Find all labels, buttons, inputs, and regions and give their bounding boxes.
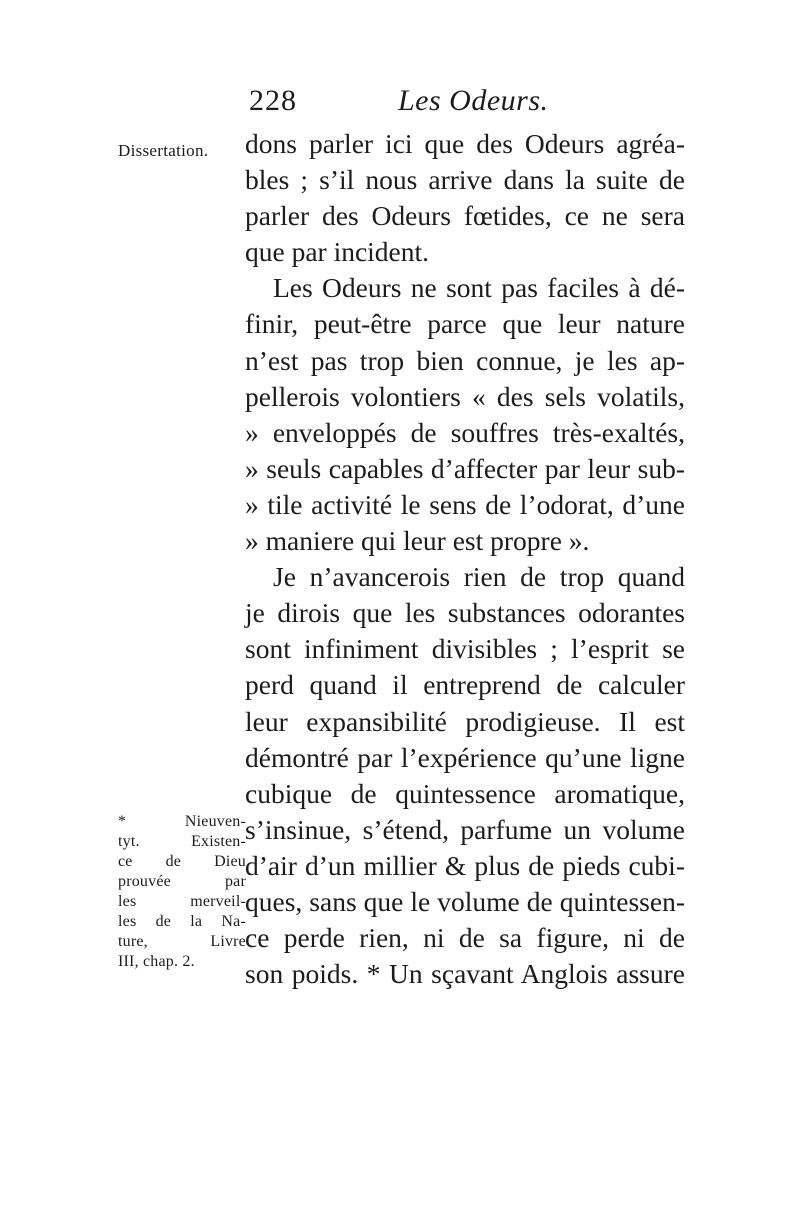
text-line: » seuls capables d’affecter par leur sub-: [245, 452, 685, 484]
text-line: sont infiniment divisibles ; l’esprit se: [245, 633, 685, 665]
text-line: n’est pas trop bien connue, je les ap-: [245, 344, 685, 376]
text-line: parler des Odeurs fœtides, ce ne sera: [245, 200, 685, 232]
text-line: bles ; s’il nous arrive dans la suite de: [245, 164, 685, 196]
text-line: ce perde rien, ni de sa figure, ni de: [245, 922, 685, 954]
side-note-line: les de la Na-: [118, 913, 246, 930]
side-note-line: ture, Livre: [118, 933, 246, 950]
margin-note-dissertation: Dissertation.: [118, 141, 209, 160]
text-line: je dirois que les substances odorantes: [245, 597, 685, 629]
page-header: [0, 84, 800, 128]
text-line: pellerois volontiers « des sels volatils,: [245, 380, 685, 412]
text-line: perd quand il entreprend de calculer: [245, 669, 685, 701]
text-line: d’air d’un millier & plus de pieds cubi-: [245, 849, 685, 881]
text-line: » tile activité le sens de l’odorat, d’une: [245, 488, 685, 520]
side-note-line: les merveil-: [118, 893, 246, 910]
text-line: Je n’avancerois rien de trop quand: [273, 561, 685, 593]
text-line: » enveloppés de souffres très-exaltés,: [245, 416, 685, 448]
side-note-line: * Nieuven-: [118, 813, 246, 830]
text-line: dons parler ici que des Odeurs agréa-: [245, 128, 685, 159]
text-line: leur expansibilité prodigieuse. Il est: [245, 705, 685, 737]
text-line: finir, peut-être parce que leur nature: [245, 308, 685, 340]
running-title: Les Odeurs.: [398, 84, 549, 117]
side-note-line: tyt. Existen-: [118, 833, 246, 850]
text-line: s’insinue, s’étend, parfume un volume: [245, 813, 685, 845]
side-note-reference: [118, 812, 246, 972]
text-line: son poids. * Un sçavant Anglois assure: [245, 958, 685, 990]
text-line: Les Odeurs ne sont pas faciles à dé-: [273, 272, 685, 304]
side-note-line: prouvée par: [118, 873, 246, 890]
body-text: [245, 126, 685, 992]
text-line: démontré par l’expérience qu’une ligne: [245, 741, 685, 773]
text-line: cubique de quintessence aromatique,: [245, 777, 685, 809]
side-note-line: III, chap. 2.: [118, 953, 195, 970]
text-line: » maniere qui leur est propre ».: [245, 525, 590, 557]
text-line: ques, sans que le volume de quintessen-: [245, 885, 685, 917]
text-line: que par incident.: [245, 236, 430, 268]
page-number: 228: [249, 84, 297, 117]
side-note-line: ce de Dieu: [118, 853, 246, 870]
